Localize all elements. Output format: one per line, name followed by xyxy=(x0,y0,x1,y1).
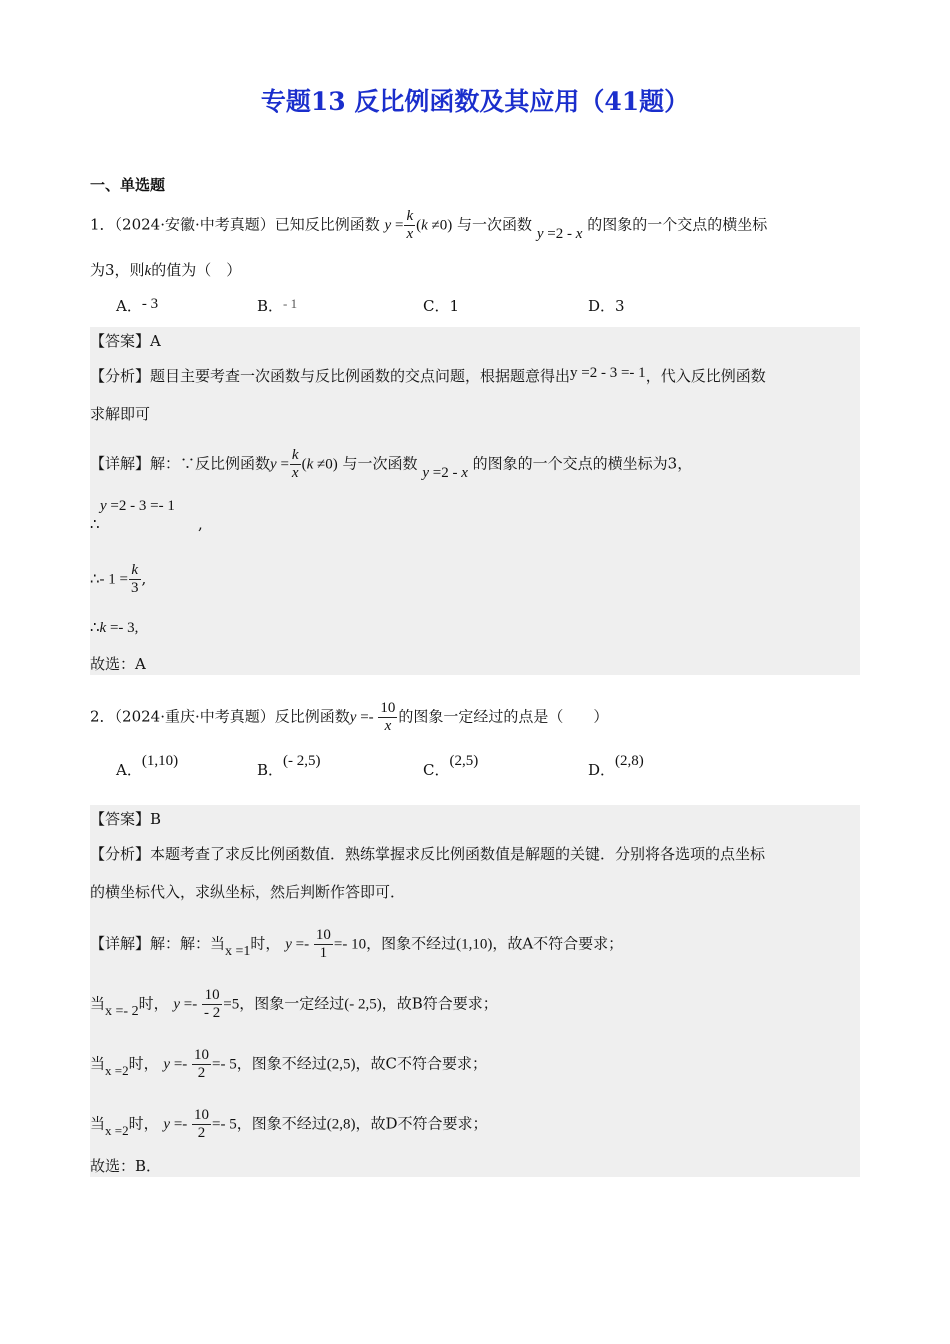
q2-answer: 【答案】B xyxy=(90,810,162,828)
q1-option-d: D．3 xyxy=(588,297,625,315)
q1-mid: 与一次函数 xyxy=(457,215,533,234)
q2-option-a: A．(1,10) xyxy=(116,753,179,779)
q2-detail-line2: 当x =- 2时， y =- $\frac{10}{- 2}$ =5，图象一定经过(- 2,5)，故B符合要求； xyxy=(90,987,498,1021)
q1-prefix: 1．（2024·安徽·中考真题）已知反比例函数 xyxy=(90,215,380,234)
q1-detail-line1: 【详解】解：∵反比例函数y = $\frac{k}{x}$ (k ≠0) 与一次函数 y =2 - x 的图象的一个交点的横坐标为3， xyxy=(90,447,693,481)
q2-option-d: D．(2,8) xyxy=(588,753,644,779)
q1-option-c: C．1 xyxy=(423,297,460,315)
q1-line2-text: 为3，则 xyxy=(90,261,145,279)
fraction-k-over-x: $\frac{k}{x}$ xyxy=(406,208,414,242)
q1-step3: ∴k =- 3, xyxy=(90,620,139,636)
q1-answer: 【答案】A xyxy=(90,332,161,350)
q1-step2: ∴- 1 = $\frac{k}{3}$ , xyxy=(90,562,147,596)
q2-final: 故选：B． xyxy=(90,1157,162,1175)
q1-step1-math: y =2 - 3 =- 1 xyxy=(100,498,175,514)
q2-detail-line1: 【详解】解：解：当x =1时， y =- $\frac{10}{1}$ =- 10，图象不经过(1,10)，故A不符合要求； xyxy=(90,927,624,961)
q1-analysis-line1: 【分析】题目主要考查一次函数与反比例函数的交点问题，根据题意得出y =2 - 3 =- 1，代入反比例函数 xyxy=(90,365,766,385)
q1-step1-comma: , xyxy=(198,515,203,533)
q2-analysis-line1: 【分析】本题考查了求反比例函数值．熟练掌握求反比例函数值是解题的关键．分别将各选项的点坐标 xyxy=(90,845,766,863)
q1-final: 故选：A xyxy=(90,655,146,673)
q2-stem: 2．（2024·重庆·中考真题）反比例函数y =- $\frac{10}{x}$ 的图象一定经过的点是（ ） xyxy=(90,700,609,734)
section-heading: 一、单选题 xyxy=(90,176,166,194)
therefore-icon: ∴ xyxy=(90,515,100,533)
q2-option-c: C．(2,5) xyxy=(423,753,479,779)
q2-detail-line3: 当x =2时， y =- $\frac{10}{2}$ =- 5，图象不经过(2,5)，故C不符合要求； xyxy=(90,1047,488,1081)
q2-detail-line4: 当x =2时， y =- $\frac{10}{2}$ =- 5，图象不经过(2,8)，故D不符合要求； xyxy=(90,1107,488,1141)
q1-var-k: k xyxy=(144,263,152,279)
q2-analysis-line2: 的横坐标代入，求纵坐标，然后判断作答即可． xyxy=(90,883,406,901)
q1-stem-line2 xyxy=(90,260,241,281)
q2-option-b: B．(- 2,5) xyxy=(257,753,321,779)
q1-option-a: A．- 3 xyxy=(116,296,159,315)
q1-analysis-line2: 求解即可 xyxy=(90,405,151,423)
page-title: 专题13 反比例函数及其应用（41题） xyxy=(260,87,690,116)
q1-line2-end: 的值为（ ） xyxy=(151,261,242,279)
q1-suffix: 的图象的一个交点的横坐标 xyxy=(587,215,768,234)
q1-stem-line1: 1．（2024·安徽·中考真题）已知反比例函数 y = $\frac{k}{x}$ (k ≠0) 与一次函数 y =2 - x 的图象的一个交点的横坐标 xyxy=(90,208,768,242)
q1-option-b: B．- 1 xyxy=(257,296,298,315)
